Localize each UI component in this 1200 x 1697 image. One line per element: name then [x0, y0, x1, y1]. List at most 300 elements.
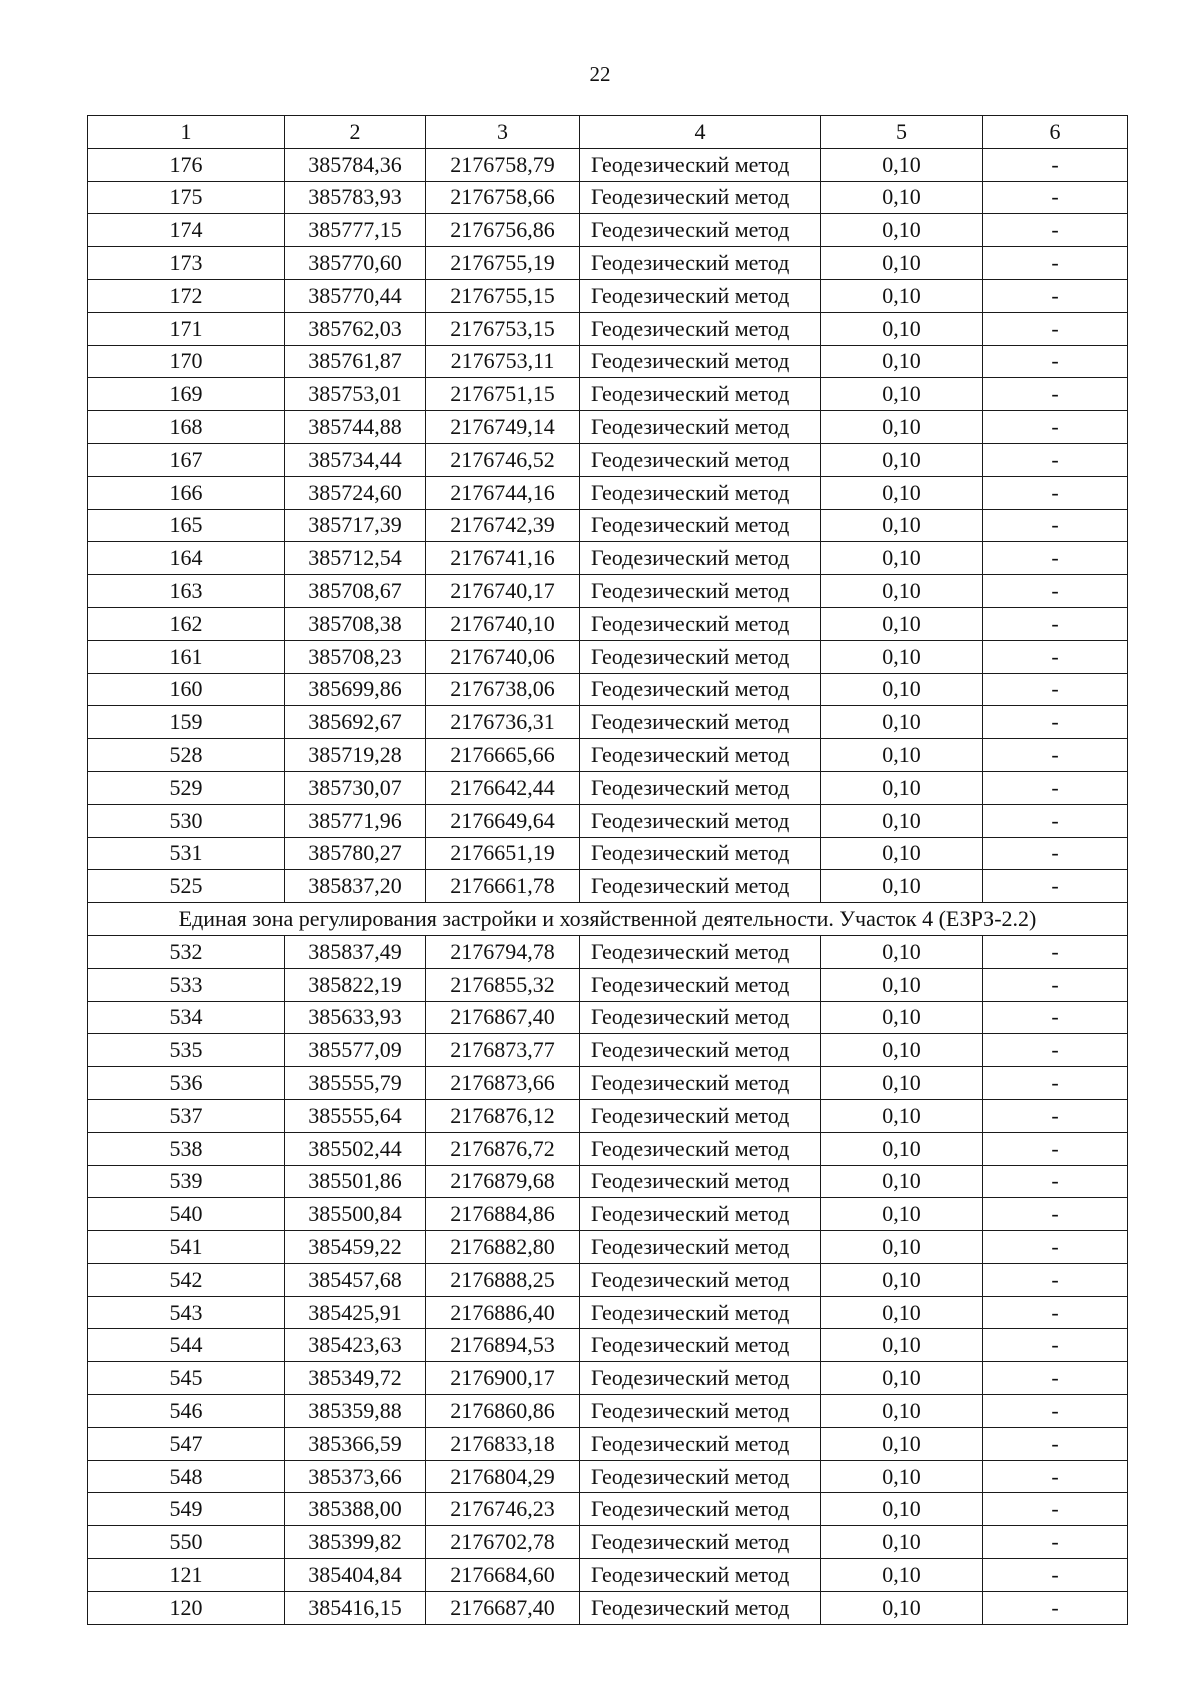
point-number-cell: 162 — [88, 607, 285, 640]
method-cell: Геодезический метод — [580, 214, 821, 247]
accuracy-cell: 0,10 — [821, 706, 983, 739]
accuracy-cell: 0,10 — [821, 607, 983, 640]
coordinate-y-cell: 2176702,78 — [426, 1526, 580, 1559]
note-cell: - — [983, 1559, 1128, 1592]
section-title: Единая зона регулирования застройки и хозяйственной деятельности. Участок 4 (ЕЗРЗ-2.2) — [88, 903, 1128, 936]
coordinate-y-cell: 2176876,12 — [426, 1099, 580, 1132]
note-cell: - — [983, 1067, 1128, 1100]
method-cell: Геодезический метод — [580, 870, 821, 903]
method-cell: Геодезический метод — [580, 1493, 821, 1526]
table-row — [88, 804, 1128, 837]
coordinate-y-cell: 2176756,86 — [426, 214, 580, 247]
column-number: 4 — [580, 116, 821, 149]
coordinate-y-cell: 2176758,79 — [426, 148, 580, 181]
accuracy-cell: 0,10 — [821, 1165, 983, 1198]
coordinate-y-cell: 2176742,39 — [426, 509, 580, 542]
section-header-row — [88, 903, 1128, 936]
method-cell: Геодезический метод — [580, 181, 821, 214]
note-cell: - — [983, 247, 1128, 280]
method-cell: Геодезический метод — [580, 1231, 821, 1264]
method-cell: Геодезический метод — [580, 673, 821, 706]
note-cell: - — [983, 1296, 1128, 1329]
accuracy-cell: 0,10 — [821, 247, 983, 280]
table-row — [88, 1099, 1128, 1132]
accuracy-cell: 0,10 — [821, 181, 983, 214]
coordinate-y-cell: 2176860,86 — [426, 1395, 580, 1428]
point-number-cell: 171 — [88, 312, 285, 345]
table-row — [88, 443, 1128, 476]
note-cell: - — [983, 1034, 1128, 1067]
point-number-cell: 173 — [88, 247, 285, 280]
coordinate-x-cell: 385404,84 — [285, 1559, 426, 1592]
coordinate-x-cell: 385388,00 — [285, 1493, 426, 1526]
note-cell: - — [983, 1263, 1128, 1296]
method-cell: Геодезический метод — [580, 771, 821, 804]
point-number-cell: 165 — [88, 509, 285, 542]
coordinate-x-cell: 385708,38 — [285, 607, 426, 640]
coordinate-y-cell: 2176651,19 — [426, 837, 580, 870]
coordinate-y-cell: 2176894,53 — [426, 1329, 580, 1362]
method-cell: Геодезический метод — [580, 279, 821, 312]
accuracy-cell: 0,10 — [821, 411, 983, 444]
coordinate-y-cell: 2176886,40 — [426, 1296, 580, 1329]
table-row — [88, 1493, 1128, 1526]
note-cell: - — [983, 771, 1128, 804]
note-cell: - — [983, 476, 1128, 509]
point-number-cell: 164 — [88, 542, 285, 575]
table-row — [88, 739, 1128, 772]
coordinate-x-cell: 385784,36 — [285, 148, 426, 181]
coordinate-y-cell: 2176740,10 — [426, 607, 580, 640]
point-number-cell: 534 — [88, 1001, 285, 1034]
method-cell: Геодезический метод — [580, 607, 821, 640]
method-cell: Геодезический метод — [580, 739, 821, 772]
coordinate-y-cell: 2176884,86 — [426, 1198, 580, 1231]
table-body-part-2 — [88, 935, 1128, 1624]
method-cell: Геодезический метод — [580, 312, 821, 345]
method-cell: Геодезический метод — [580, 575, 821, 608]
note-cell: - — [983, 1493, 1128, 1526]
table-row — [88, 1034, 1128, 1067]
coordinate-y-cell: 2176746,23 — [426, 1493, 580, 1526]
coordinate-y-cell: 2176833,18 — [426, 1427, 580, 1460]
method-cell: Геодезический метод — [580, 1362, 821, 1395]
coordinate-y-cell: 2176738,06 — [426, 673, 580, 706]
point-number-cell: 120 — [88, 1591, 285, 1624]
table-row — [88, 1526, 1128, 1559]
accuracy-cell: 0,10 — [821, 870, 983, 903]
method-cell: Геодезический метод — [580, 1165, 821, 1198]
coordinate-y-cell: 2176751,15 — [426, 378, 580, 411]
coordinate-y-cell: 2176882,80 — [426, 1231, 580, 1264]
accuracy-cell: 0,10 — [821, 1460, 983, 1493]
table-row — [88, 870, 1128, 903]
table-row — [88, 1067, 1128, 1100]
point-number-cell: 543 — [88, 1296, 285, 1329]
point-number-cell: 160 — [88, 673, 285, 706]
method-cell: Геодезический метод — [580, 247, 821, 280]
coordinate-y-cell: 2176876,72 — [426, 1132, 580, 1165]
method-cell: Геодезический метод — [580, 837, 821, 870]
coordinate-y-cell: 2176661,78 — [426, 870, 580, 903]
coordinate-y-cell: 2176642,44 — [426, 771, 580, 804]
table-row — [88, 1198, 1128, 1231]
table-row — [88, 345, 1128, 378]
point-number-cell: 174 — [88, 214, 285, 247]
coordinate-y-cell: 2176749,14 — [426, 411, 580, 444]
point-number-cell: 121 — [88, 1559, 285, 1592]
coordinate-x-cell: 385770,44 — [285, 279, 426, 312]
method-cell: Геодезический метод — [580, 1034, 821, 1067]
table-row — [88, 181, 1128, 214]
coordinate-y-cell: 2176873,66 — [426, 1067, 580, 1100]
coordinate-x-cell: 385502,44 — [285, 1132, 426, 1165]
note-cell: - — [983, 870, 1128, 903]
coordinate-x-cell: 385744,88 — [285, 411, 426, 444]
coordinate-y-cell: 2176665,66 — [426, 739, 580, 772]
table-row — [88, 1132, 1128, 1165]
coordinate-x-cell: 385837,49 — [285, 935, 426, 968]
coordinate-y-cell: 2176736,31 — [426, 706, 580, 739]
point-number-cell: 550 — [88, 1526, 285, 1559]
note-cell: - — [983, 345, 1128, 378]
method-cell: Геодезический метод — [580, 1001, 821, 1034]
coordinate-y-cell: 2176758,66 — [426, 181, 580, 214]
table-row — [88, 673, 1128, 706]
point-number-cell: 532 — [88, 935, 285, 968]
coordinate-x-cell: 385777,15 — [285, 214, 426, 247]
accuracy-cell: 0,10 — [821, 1493, 983, 1526]
note-cell: - — [983, 607, 1128, 640]
accuracy-cell: 0,10 — [821, 1296, 983, 1329]
point-number-cell: 166 — [88, 476, 285, 509]
accuracy-cell: 0,10 — [821, 345, 983, 378]
coordinate-y-cell: 2176744,16 — [426, 476, 580, 509]
accuracy-cell: 0,10 — [821, 542, 983, 575]
method-cell: Геодезический метод — [580, 1099, 821, 1132]
accuracy-cell: 0,10 — [821, 771, 983, 804]
coordinate-x-cell: 385770,60 — [285, 247, 426, 280]
table-row — [88, 411, 1128, 444]
method-cell: Геодезический метод — [580, 968, 821, 1001]
method-cell: Геодезический метод — [580, 1559, 821, 1592]
section-header-group — [88, 903, 1128, 936]
method-cell: Геодезический метод — [580, 1263, 821, 1296]
point-number-cell: 542 — [88, 1263, 285, 1296]
method-cell: Геодезический метод — [580, 411, 821, 444]
coordinate-x-cell: 385457,68 — [285, 1263, 426, 1296]
point-number-cell: 525 — [88, 870, 285, 903]
coordinate-x-cell: 385373,66 — [285, 1460, 426, 1493]
note-cell: - — [983, 1099, 1128, 1132]
column-number: 2 — [285, 116, 426, 149]
point-number-cell: 541 — [88, 1231, 285, 1264]
coordinate-y-cell: 2176888,25 — [426, 1263, 580, 1296]
coordinate-x-cell: 385416,15 — [285, 1591, 426, 1624]
note-cell: - — [983, 640, 1128, 673]
table-row — [88, 247, 1128, 280]
method-cell: Геодезический метод — [580, 1067, 821, 1100]
coordinate-y-cell: 2176684,60 — [426, 1559, 580, 1592]
note-cell: - — [983, 279, 1128, 312]
method-cell: Геодезический метод — [580, 542, 821, 575]
note-cell: - — [983, 1395, 1128, 1428]
coordinate-x-cell: 385359,88 — [285, 1395, 426, 1428]
method-cell: Геодезический метод — [580, 1329, 821, 1362]
coordinate-x-cell: 385555,64 — [285, 1099, 426, 1132]
point-number-cell: 529 — [88, 771, 285, 804]
method-cell: Геодезический метод — [580, 1460, 821, 1493]
method-cell: Геодезический метод — [580, 804, 821, 837]
point-number-cell: 546 — [88, 1395, 285, 1428]
method-cell: Геодезический метод — [580, 148, 821, 181]
accuracy-cell: 0,10 — [821, 1329, 983, 1362]
table-row — [88, 640, 1128, 673]
table-row — [88, 214, 1128, 247]
coordinate-y-cell: 2176804,29 — [426, 1460, 580, 1493]
coordinate-x-cell: 385459,22 — [285, 1231, 426, 1264]
accuracy-cell: 0,10 — [821, 739, 983, 772]
accuracy-cell: 0,10 — [821, 509, 983, 542]
coordinate-x-cell: 385753,01 — [285, 378, 426, 411]
note-cell: - — [983, 1231, 1128, 1264]
point-number-cell: 528 — [88, 739, 285, 772]
coordinate-y-cell: 2176741,16 — [426, 542, 580, 575]
note-cell: - — [983, 1132, 1128, 1165]
table-row — [88, 1460, 1128, 1493]
coordinate-x-cell: 385501,86 — [285, 1165, 426, 1198]
point-number-cell: 535 — [88, 1034, 285, 1067]
coordinate-y-cell: 2176746,52 — [426, 443, 580, 476]
point-number-cell: 530 — [88, 804, 285, 837]
coordinate-x-cell: 385708,23 — [285, 640, 426, 673]
page-number: 22 — [589, 62, 611, 86]
coordinate-y-cell: 2176873,77 — [426, 1034, 580, 1067]
coordinate-y-cell: 2176753,15 — [426, 312, 580, 345]
accuracy-cell: 0,10 — [821, 968, 983, 1001]
column-number: 5 — [821, 116, 983, 149]
column-number-row — [88, 116, 1128, 149]
note-cell: - — [983, 181, 1128, 214]
coordinate-y-cell: 2176755,19 — [426, 247, 580, 280]
coordinate-x-cell: 385633,93 — [285, 1001, 426, 1034]
accuracy-cell: 0,10 — [821, 1099, 983, 1132]
coordinate-x-cell: 385423,63 — [285, 1329, 426, 1362]
table-row — [88, 1362, 1128, 1395]
table-row — [88, 312, 1128, 345]
accuracy-cell: 0,10 — [821, 1034, 983, 1067]
note-cell: - — [983, 509, 1128, 542]
method-cell: Геодезический метод — [580, 1427, 821, 1460]
coordinate-x-cell: 385500,84 — [285, 1198, 426, 1231]
note-cell: - — [983, 1198, 1128, 1231]
note-cell: - — [983, 575, 1128, 608]
coordinate-y-cell: 2176740,06 — [426, 640, 580, 673]
coordinate-y-cell: 2176867,40 — [426, 1001, 580, 1034]
method-cell: Геодезический метод — [580, 509, 821, 542]
note-cell: - — [983, 804, 1128, 837]
coordinate-x-cell: 385771,96 — [285, 804, 426, 837]
note-cell: - — [983, 968, 1128, 1001]
note-cell: - — [983, 1460, 1128, 1493]
coordinate-x-cell: 385555,79 — [285, 1067, 426, 1100]
point-number-cell: 170 — [88, 345, 285, 378]
point-number-cell: 540 — [88, 1198, 285, 1231]
note-cell: - — [983, 837, 1128, 870]
accuracy-cell: 0,10 — [821, 476, 983, 509]
coordinate-x-cell: 385762,03 — [285, 312, 426, 345]
note-cell: - — [983, 443, 1128, 476]
table-row — [88, 1001, 1128, 1034]
column-number: 1 — [88, 116, 285, 149]
method-cell: Геодезический метод — [580, 1198, 821, 1231]
note-cell: - — [983, 1165, 1128, 1198]
table-row — [88, 575, 1128, 608]
point-number-cell: 538 — [88, 1132, 285, 1165]
point-number-cell: 168 — [88, 411, 285, 444]
table-row — [88, 607, 1128, 640]
coordinate-y-cell: 2176900,17 — [426, 1362, 580, 1395]
point-number-cell: 159 — [88, 706, 285, 739]
accuracy-cell: 0,10 — [821, 673, 983, 706]
note-cell: - — [983, 935, 1128, 968]
table-row — [88, 476, 1128, 509]
coordinate-x-cell: 385699,86 — [285, 673, 426, 706]
point-number-cell: 176 — [88, 148, 285, 181]
coordinate-y-cell: 2176755,15 — [426, 279, 580, 312]
coordinate-x-cell: 385425,91 — [285, 1296, 426, 1329]
method-cell: Геодезический метод — [580, 1526, 821, 1559]
table-row — [88, 1427, 1128, 1460]
accuracy-cell: 0,10 — [821, 575, 983, 608]
accuracy-cell: 0,10 — [821, 443, 983, 476]
note-cell: - — [983, 1427, 1128, 1460]
note-cell: - — [983, 739, 1128, 772]
table-row — [88, 1165, 1128, 1198]
point-number-cell: 161 — [88, 640, 285, 673]
accuracy-cell: 0,10 — [821, 1231, 983, 1264]
table-row — [88, 1329, 1128, 1362]
column-number: 3 — [426, 116, 580, 149]
method-cell: Геодезический метод — [580, 345, 821, 378]
point-number-cell: 549 — [88, 1493, 285, 1526]
note-cell: - — [983, 706, 1128, 739]
note-cell: - — [983, 1526, 1128, 1559]
coordinate-x-cell: 385734,44 — [285, 443, 426, 476]
note-cell: - — [983, 411, 1128, 444]
coordinate-x-cell: 385349,72 — [285, 1362, 426, 1395]
point-number-cell: 175 — [88, 181, 285, 214]
table-row — [88, 542, 1128, 575]
note-cell: - — [983, 1591, 1128, 1624]
coordinate-x-cell: 385692,67 — [285, 706, 426, 739]
point-number-cell: 545 — [88, 1362, 285, 1395]
table-row — [88, 935, 1128, 968]
accuracy-cell: 0,10 — [821, 1395, 983, 1428]
table-row — [88, 378, 1128, 411]
note-cell: - — [983, 673, 1128, 706]
method-cell: Геодезический метод — [580, 1296, 821, 1329]
method-cell: Геодезический метод — [580, 640, 821, 673]
note-cell: - — [983, 1329, 1128, 1362]
coordinate-y-cell: 2176794,78 — [426, 935, 580, 968]
point-number-cell: 539 — [88, 1165, 285, 1198]
method-cell: Геодезический метод — [580, 443, 821, 476]
table-row — [88, 1591, 1128, 1624]
coordinate-x-cell: 385366,59 — [285, 1427, 426, 1460]
coordinate-x-cell: 385708,67 — [285, 575, 426, 608]
accuracy-cell: 0,10 — [821, 640, 983, 673]
note-cell: - — [983, 542, 1128, 575]
table-row — [88, 148, 1128, 181]
coordinate-x-cell: 385577,09 — [285, 1034, 426, 1067]
coordinate-x-cell: 385780,27 — [285, 837, 426, 870]
method-cell: Геодезический метод — [580, 476, 821, 509]
accuracy-cell: 0,10 — [821, 312, 983, 345]
accuracy-cell: 0,10 — [821, 837, 983, 870]
note-cell: - — [983, 214, 1128, 247]
note-cell: - — [983, 1001, 1128, 1034]
coordinate-x-cell: 385712,54 — [285, 542, 426, 575]
coordinate-x-cell: 385399,82 — [285, 1526, 426, 1559]
coordinate-x-cell: 385730,07 — [285, 771, 426, 804]
point-number-cell: 536 — [88, 1067, 285, 1100]
table-row — [88, 1263, 1128, 1296]
table-row — [88, 279, 1128, 312]
accuracy-cell: 0,10 — [821, 1263, 983, 1296]
accuracy-cell: 0,10 — [821, 804, 983, 837]
accuracy-cell: 0,10 — [821, 1198, 983, 1231]
table-row — [88, 1559, 1128, 1592]
point-number-cell: 531 — [88, 837, 285, 870]
coordinate-x-cell: 385717,39 — [285, 509, 426, 542]
accuracy-cell: 0,10 — [821, 148, 983, 181]
note-cell: - — [983, 378, 1128, 411]
accuracy-cell: 0,10 — [821, 1559, 983, 1592]
point-number-cell: 544 — [88, 1329, 285, 1362]
coordinate-y-cell: 2176855,32 — [426, 968, 580, 1001]
column-number: 6 — [983, 116, 1128, 149]
table-row — [88, 968, 1128, 1001]
table-row — [88, 1395, 1128, 1428]
method-cell: Геодезический метод — [580, 935, 821, 968]
table-row — [88, 509, 1128, 542]
coordinate-x-cell: 385724,60 — [285, 476, 426, 509]
method-cell: Геодезический метод — [580, 378, 821, 411]
accuracy-cell: 0,10 — [821, 214, 983, 247]
point-number-cell: 548 — [88, 1460, 285, 1493]
table-row — [88, 771, 1128, 804]
accuracy-cell: 0,10 — [821, 1067, 983, 1100]
note-cell: - — [983, 1362, 1128, 1395]
table-row — [88, 837, 1128, 870]
point-number-cell: 547 — [88, 1427, 285, 1460]
accuracy-cell: 0,10 — [821, 1427, 983, 1460]
coordinate-x-cell: 385822,19 — [285, 968, 426, 1001]
accuracy-cell: 0,10 — [821, 1362, 983, 1395]
table-row — [88, 1231, 1128, 1264]
point-number-cell: 172 — [88, 279, 285, 312]
method-cell: Геодезический метод — [580, 1132, 821, 1165]
coordinate-y-cell: 2176740,17 — [426, 575, 580, 608]
note-cell: - — [983, 148, 1128, 181]
coordinate-y-cell: 2176753,11 — [426, 345, 580, 378]
table-row — [88, 1296, 1128, 1329]
coordinate-x-cell: 385837,20 — [285, 870, 426, 903]
table-body-part-1 — [88, 148, 1128, 902]
point-number-cell: 533 — [88, 968, 285, 1001]
coordinate-y-cell: 2176879,68 — [426, 1165, 580, 1198]
